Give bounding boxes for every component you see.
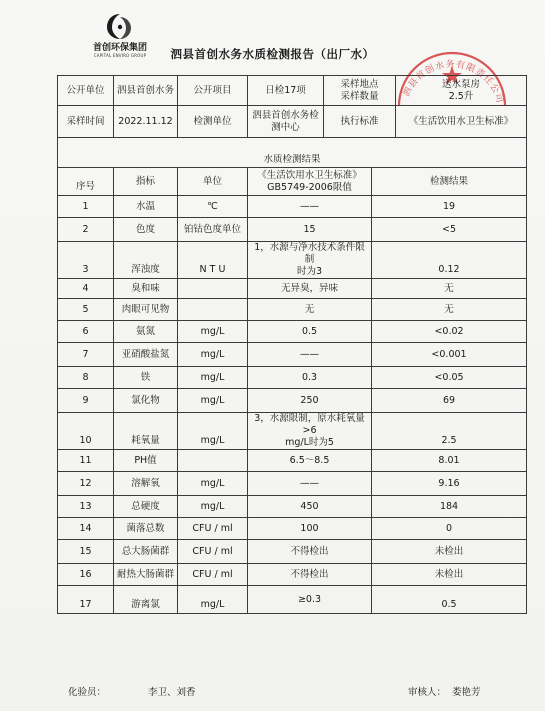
reviewer-name: 娄艳芳 <box>452 687 481 698</box>
table-row <box>58 242 527 279</box>
info-row-2 <box>58 106 527 138</box>
table-row <box>58 389 527 413</box>
water-quality-table <box>57 75 527 614</box>
table-row <box>58 343 527 367</box>
table-row <box>58 279 527 299</box>
indicator-unit <box>178 299 248 321</box>
table-row <box>58 496 527 518</box>
sampling-time-value: 2022.11.12 <box>114 106 178 138</box>
standard-limit: 0.5 <box>248 321 372 343</box>
test-result: 未检出 <box>372 564 527 586</box>
test-result: 69 <box>372 389 527 413</box>
table-row <box>58 367 527 389</box>
standard-limit: —— <box>248 196 372 218</box>
indicator-name: 亚硝酸盐氮 <box>114 343 178 367</box>
indicator-name: 氯化物 <box>114 389 178 413</box>
section-title: 水质检测结果 <box>58 154 527 168</box>
row-number: 1 <box>58 196 114 218</box>
indicator-unit: ℃ <box>178 196 248 218</box>
test-result: 19 <box>372 196 527 218</box>
test-result: 8.01 <box>372 450 527 472</box>
row-number: 10 <box>58 413 114 450</box>
standard-limit: 无异臭，异味 <box>248 279 372 299</box>
table-row <box>58 321 527 343</box>
row-number: 6 <box>58 321 114 343</box>
standard-limit: 15 <box>248 218 372 242</box>
standard-limit: —— <box>248 343 372 367</box>
table-row <box>58 196 527 218</box>
publish-item-value: 日检17项 <box>248 76 324 106</box>
inspector-label: 化验员： <box>68 687 107 698</box>
indicator-name: PH值 <box>114 450 178 472</box>
row-number: 3 <box>58 242 114 279</box>
info-row-1 <box>58 76 527 106</box>
table-row <box>58 472 527 496</box>
inspector-name: 李卫、刘香 <box>148 687 196 698</box>
indicator-unit: CFU / ml <box>178 564 248 586</box>
testing-unit-label: 检测单位 <box>178 106 248 138</box>
row-number: 14 <box>58 518 114 540</box>
indicator-name: 臭和味 <box>114 279 178 299</box>
test-result: 9.16 <box>372 472 527 496</box>
table-row <box>58 518 527 540</box>
indicator-unit: 铂钴色度单位 <box>178 218 248 242</box>
standard-limit: 100 <box>248 518 372 540</box>
standard-limit: 250 <box>248 389 372 413</box>
publish-item-label: 公开项目 <box>178 76 248 106</box>
test-result: 0.5 <box>372 586 527 614</box>
standard-limit: 无 <box>248 299 372 321</box>
row-number: 13 <box>58 496 114 518</box>
column-header-row <box>58 168 527 196</box>
table-row <box>58 586 527 614</box>
test-result: <0.02 <box>372 321 527 343</box>
svg-text:泗县首创水务有限责任公司: 泗县首创水务有限责任公司 <box>401 60 505 106</box>
row-number: 7 <box>58 343 114 367</box>
row-number: 17 <box>58 586 114 614</box>
indicator-name: 菌落总数 <box>114 518 178 540</box>
indicator-name: 耐热大肠菌群 <box>114 564 178 586</box>
publish-unit-label: 公开单位 <box>58 76 114 106</box>
test-result: <5 <box>372 218 527 242</box>
logo-emblem-icon <box>104 12 136 42</box>
row-number: 5 <box>58 299 114 321</box>
indicator-name: 总硬度 <box>114 496 178 518</box>
table-row <box>58 218 527 242</box>
standard-limit: 1，水源与净水技术条件限制 时为3 <box>248 242 372 279</box>
standard-limit: ≥0.3 <box>248 586 372 614</box>
col-header-no: 序号 <box>58 168 114 196</box>
indicator-unit <box>178 279 248 299</box>
standard-limit: 450 <box>248 496 372 518</box>
col-header-unit: 单位 <box>178 168 248 196</box>
standard-limit: 6.5～8.5 <box>248 450 372 472</box>
sampling-site-label: 采样地点 采样数量 <box>324 76 396 106</box>
test-result: 2.5 <box>372 413 527 450</box>
test-result: <0.001 <box>372 343 527 367</box>
col-header-limit: 《生活饮用水卫生标准》 GB5749-2006限值 <box>248 168 372 196</box>
indicator-unit: mg/L <box>178 472 248 496</box>
reviewer-label: 审核人： <box>408 687 447 698</box>
table-row <box>58 564 527 586</box>
row-number: 2 <box>58 218 114 242</box>
indicator-name: 总大肠菌群 <box>114 540 178 564</box>
row-number: 4 <box>58 279 114 299</box>
indicator-name: 色度 <box>114 218 178 242</box>
standard-limit: 0.3 <box>248 367 372 389</box>
table-row <box>58 299 527 321</box>
test-result: 0 <box>372 518 527 540</box>
indicator-unit: mg/L <box>178 496 248 518</box>
sampling-time-label: 采样时间 <box>58 106 114 138</box>
test-result: 184 <box>372 496 527 518</box>
standard-limit: 不得检出 <box>248 540 372 564</box>
standard-limit: 3，水源限制，原水耗氧量>6 mg/L时为5 <box>248 413 372 450</box>
standard-label: 执行标准 <box>324 106 396 138</box>
row-number: 9 <box>58 389 114 413</box>
row-number: 15 <box>58 540 114 564</box>
indicator-name: 肉眼可见物 <box>114 299 178 321</box>
report-title: 泗县首创水务水质检测报告（出厂水） <box>170 47 375 61</box>
row-number: 8 <box>58 367 114 389</box>
indicator-unit <box>178 450 248 472</box>
testing-unit-value: 泗县首创水务检测中心 <box>248 106 324 138</box>
standard-limit: —— <box>248 472 372 496</box>
row-number: 12 <box>58 472 114 496</box>
indicator-unit: mg/L <box>178 321 248 343</box>
indicator-unit: CFU / ml <box>178 518 248 540</box>
table-row <box>58 540 527 564</box>
logo-chinese-name: 首创环保集团 <box>92 43 147 53</box>
section-title-row <box>58 154 527 168</box>
col-header-result: 检测结果 <box>372 168 527 196</box>
test-result: 无 <box>372 279 527 299</box>
indicator-name: 浑浊度 <box>114 242 178 279</box>
logo-english-name: CAPITAL ENVIRO GROUP <box>93 53 147 58</box>
indicator-unit: CFU / ml <box>178 540 248 564</box>
test-result: 0.12 <box>372 242 527 279</box>
indicator-name: 耗氧量 <box>114 413 178 450</box>
indicator-unit: mg/L <box>178 413 248 450</box>
indicator-unit: mg/L <box>178 389 248 413</box>
sampling-site-value: 送水泵房 2.5升 <box>396 76 527 106</box>
indicator-unit: mg/L <box>178 586 248 614</box>
row-number: 16 <box>58 564 114 586</box>
spacer-row <box>58 138 527 154</box>
col-header-name: 指标 <box>114 168 178 196</box>
test-result: 无 <box>372 299 527 321</box>
standard-value: 《生活饮用水卫生标准》 <box>396 106 527 138</box>
indicator-name: 水温 <box>114 196 178 218</box>
table-row <box>58 413 527 450</box>
indicator-name: 铁 <box>114 367 178 389</box>
test-result: <0.05 <box>372 367 527 389</box>
indicator-unit: N T U <box>178 242 248 279</box>
publish-unit-value: 泗县首创水务 <box>114 76 178 106</box>
test-result: 未检出 <box>372 540 527 564</box>
indicator-name: 氨氮 <box>114 321 178 343</box>
indicator-unit: mg/L <box>178 367 248 389</box>
row-number: 11 <box>58 450 114 472</box>
indicator-unit: mg/L <box>178 343 248 367</box>
indicator-name: 溶解氧 <box>114 472 178 496</box>
indicator-name: 游离氯 <box>114 586 178 614</box>
standard-limit: 不得检出 <box>248 564 372 586</box>
table-row <box>58 450 527 472</box>
